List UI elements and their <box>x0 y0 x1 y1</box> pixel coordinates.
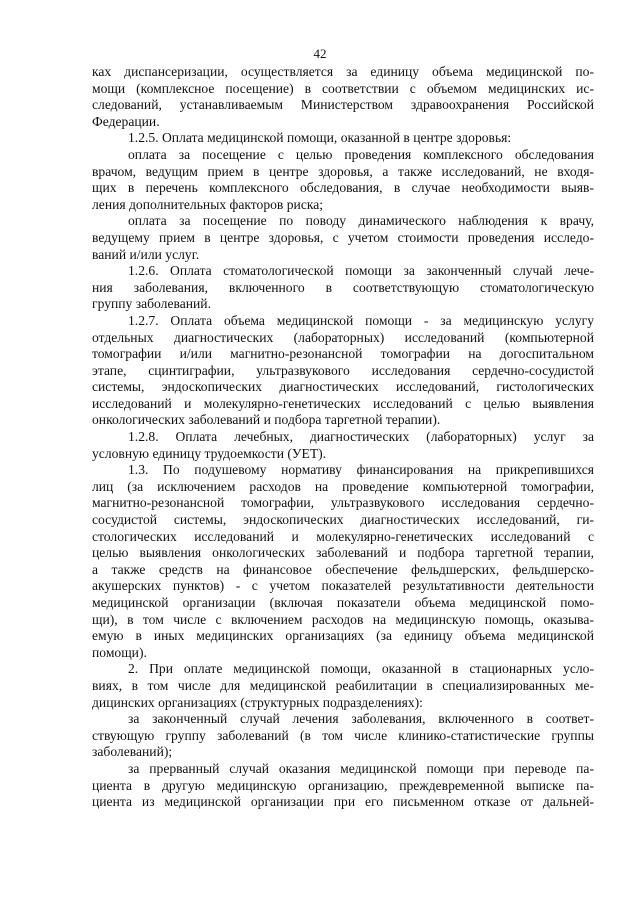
text-line: 1.2.6. Оплата стоматологической помощи за законченный случай лече- <box>128 263 594 279</box>
text-line: за прерванный случай оказания медицинской помощи при переводе па- <box>128 760 594 776</box>
text-line: емую в иных медицинских организациях (за единицу объема медицинской <box>92 628 594 644</box>
text-line: 1.2.7. Оплата объема медицинской помощи - за медицинскую услугу <box>128 312 594 328</box>
text-line: ления дополнительных факторов риска; <box>92 196 324 212</box>
document-body <box>92 64 594 811</box>
text-line: мощи (комплексное посещение) в соответствии с объемом медицинских ис- <box>92 80 594 96</box>
text-line: оплата за посещение по поводу динамического наблюдения к врачу, <box>128 213 594 229</box>
text-line: ваний и/или услуг. <box>92 246 200 262</box>
text-line: помощи). <box>92 644 147 660</box>
page-number: 42 <box>313 46 327 61</box>
text-line: условную единицу трудоемкости (УЕТ). <box>92 445 327 461</box>
text-line: врачом, ведущим прием в центре здоровья, а также исследований, не входя- <box>92 163 594 179</box>
text-line: этапе, сцинтиграфии, ультразвукового исследования сердечно-сосудистой <box>92 362 594 378</box>
text-line: онкологических заболеваний и подбора таргетной терапии). <box>92 412 441 428</box>
text-line: лиц (за исключением расходов на проведение компьютерной томографии, <box>92 478 594 494</box>
text-line: сосудистой системы, эндоскопических диагностических исследований, ги- <box>92 512 594 528</box>
text-line: группу заболеваний. <box>92 296 211 312</box>
text-line: циента в другую медицинскую организацию, преждевременной выписке па- <box>92 777 594 793</box>
text-line: ках диспансеризации, осуществляется за единицу объема медицинской по- <box>92 64 594 79</box>
text-line: отдельных диагностических (лабораторных) исследований (компьютерной <box>92 329 594 345</box>
text-line: 1.3. По подушевому нормативу финансирования на прикрепившихся <box>128 462 594 478</box>
text-line: системы, эндоскопических диагностических исследований, гистологических <box>92 379 594 395</box>
text-line: магнитно-резонансной томографии, ультразвукового исследования сердечно- <box>92 495 594 511</box>
text-line: стологических исследований и молекулярно-генетических исследований с <box>92 528 594 544</box>
text-line: 1.2.8. Оплата лечебных, диагностических (лабораторных) услуг за <box>128 429 594 445</box>
text-line: а также средств на финансовое обеспечение фельдшерских, фельдшерско- <box>92 561 594 577</box>
text-line: ния заболевания, включенного в соответствующую стоматологическую <box>92 279 594 295</box>
text-line: виях, в том числе для медицинской реабилитации в специализированных ме- <box>92 677 594 693</box>
text-line: ведущему прием в центре здоровья, с учетом стоимости проведения исследо- <box>92 229 594 245</box>
text-line: Федерации. <box>92 113 160 129</box>
text-line: за законченный случай лечения заболевания, включенного в соответ- <box>128 711 594 727</box>
text-line: 2. При оплате медицинской помощи, оказанной в стационарных усло- <box>128 661 594 677</box>
text-line: целью выявления онкологических заболеваний и подбора таргетной терапии, <box>92 545 594 561</box>
text-line: дицинских организациях (структурных подразделениях): <box>92 694 423 710</box>
text-line: медицинской организации (включая показатели объема медицинской помо- <box>92 595 594 610</box>
text-line: оплата за посещение с целью проведения комплексного обследования <box>128 146 594 162</box>
text-line: заболеваний); <box>92 744 173 760</box>
text-line: акушерских пунктов) - с учетом показателей результативности деятельности <box>92 578 594 594</box>
text-line: щих в перечень комплексного обследования, в случае необходимости выяв- <box>92 180 594 196</box>
text-line: следований, устанавливаемым Министерством здравоохранения Российской <box>92 97 594 113</box>
text-line: 1.2.5. Оплата медицинской помощи, оказанной в центре здоровья: <box>128 130 512 146</box>
text-line: ствующую группу заболеваний (в том числе клинико-статистические группы <box>92 727 594 743</box>
text-line: щи), в том числе с включением расходов на медицинскую помощь, оказыва- <box>92 611 594 627</box>
text-line: томографии и/или магнитно-резонансной томографии на догоспитальном <box>92 346 594 362</box>
text-line: исследований и молекулярно-генетических исследований с целью выявления <box>92 395 594 411</box>
text-line: циента из медицинской организации при его письменном отказе от дальней- <box>92 794 594 810</box>
